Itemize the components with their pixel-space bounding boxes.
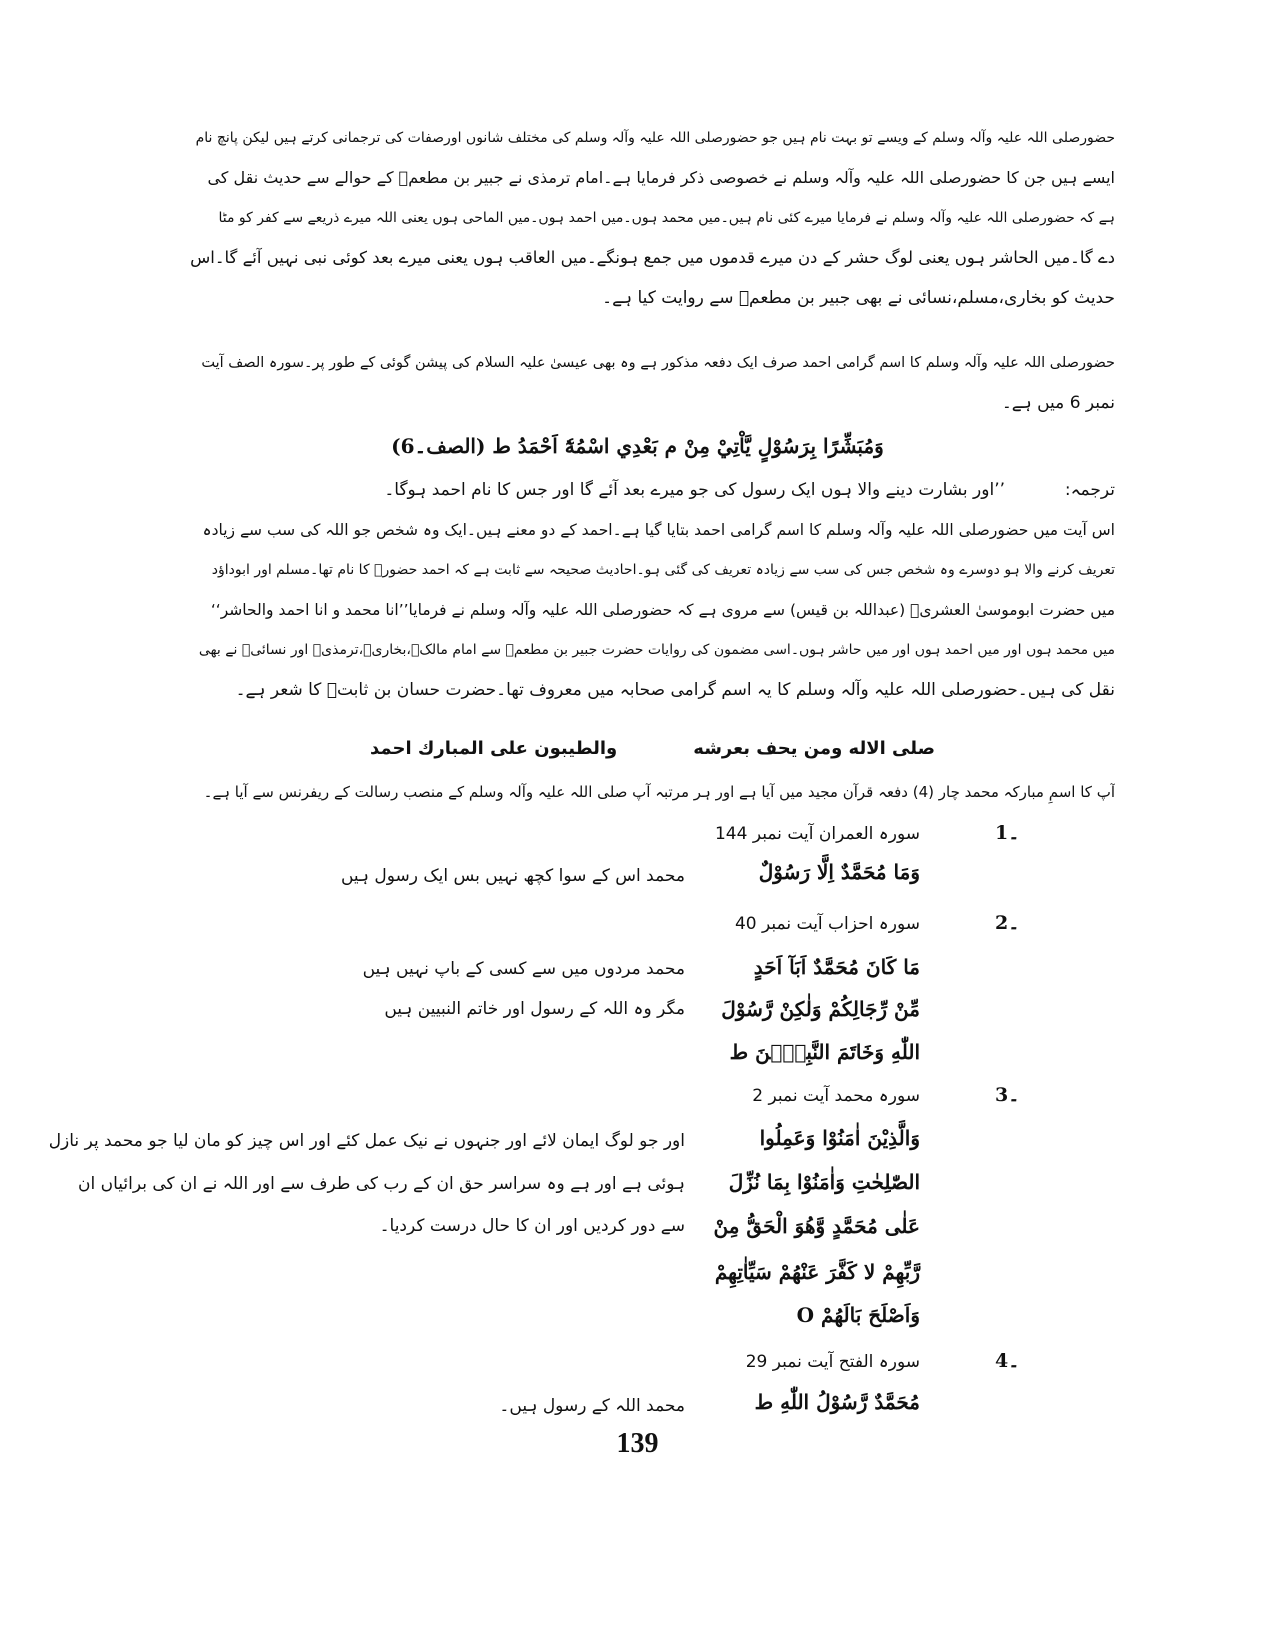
text-line: دے گا۔میں الحاشر ہوں یعنی لوگ حشر کے دن میرے قدموں میں جمع ہونگے۔میں العاقب ہوں یعنی میرے بعد کوئی نبی نہیں آئے گا۔اس <box>190 248 1115 267</box>
text-line: ایسے ہیں جن کا حضورصلی اللہ علیہ وآلہ وسلم نے خصوصی ذکر فرمایا ہے۔امام ترمذی نے جبیر بن مطعمؓ کے حوالے سے حدیث نقل کی <box>207 168 1115 187</box>
surah-reference: سورہ محمد آیت نمبر 2 <box>752 1086 920 1106</box>
paragraph-muhammad-four-times: آپ کا اسمِ مبارکہ محمد چار (4) دفعہ قرآن مجید میں آیا ہے اور ہر مرتبہ آپ صلی اللہ علیہ وآلہ وسلم کے منصب رسالت کے ریفرنس سے آیا ہے۔ <box>203 783 1115 801</box>
text-line: میں محمد ہوں اور میں احمد ہوں اور میں حاشر ہوں۔اسی مضمون کی روایات حضرت جبیر بن مطعمؓ سے امام مالکؒ،بخاریؒ،ترمذیؒ اور نسائیؒ نے بھی <box>198 642 1115 658</box>
translation-label: ترجمہ: <box>1064 480 1115 500</box>
verse-first-hemistich: صلی الاله ومن یحف بعرشه <box>693 738 935 759</box>
arabic-verse-line: مِّنْ رِّجَالِكُمْ وَلٰكِنْ رَّسُوْلَ <box>721 997 920 1021</box>
verse-meaning-line: محمد اللہ کے رسول ہیں۔ <box>499 1396 685 1416</box>
verse-meaning-line: محمد مردوں میں سے کسی کے باپ نہیں ہیں <box>362 959 685 979</box>
verse-meaning-line: محمد اس کے سوا کچھ نہیں بس ایک رسول ہیں <box>340 866 685 886</box>
surah-reference: سورہ العمران آیت نمبر 144 <box>714 824 920 844</box>
paragraph-ahmad-meaning <box>190 510 1115 710</box>
verse-meaning-line: اور جو لوگ ایمان لائے اور جنہوں نے نیک عمل کئے اور اس چیز کو مان لیا جو محمد پر نازل <box>48 1131 685 1151</box>
quran-ayah-saff: وَمُبَشِّرًا بِرَسُوْلٍ يَّاْتِيْ مِنْ م بَعْدِي اسْمُهٗٓ اَحْمَدُ ط (الصف۔6) <box>391 434 884 458</box>
surah-reference: سورہ احزاب آیت نمبر 40 <box>734 914 920 934</box>
arabic-verse-line: رَّبِّهِمْ لا كَفَّرَ عَنْهُمْ سَيِّاٰتِهِمْ <box>714 1260 920 1284</box>
item-number: 1۔ <box>995 822 1020 844</box>
text-line: تعریف کرنے والا ہو دوسرے وہ شخص جس کی سب سے زیادہ تعریف کی گئی ہو۔احادیث صحیحہ سے ثابت ہے کہ احمد حضورؐ کا نام تھا۔مسلم اور ابوداؤد <box>211 562 1115 578</box>
text-line: نقل کی ہیں۔حضورصلی اللہ علیہ وآلہ وسلم کا یہ اسم گرامی صحابہ میں معروف تھا۔حضرت حسان بن ثابتؓ کا شعر ہے۔ <box>235 680 1115 700</box>
translation-text: ’’اور بشارت دینے والا ہوں ایک رسول کی جو میرے بعد آئے گا اور جس کا نام احمد ہوگا۔ <box>384 480 1005 500</box>
item-number: 4۔ <box>995 1350 1020 1372</box>
paragraph-ahmad-once <box>190 343 1115 423</box>
item-number: 3۔ <box>995 1084 1020 1106</box>
arabic-verse-line: الصّٰلِحٰتِ وَاٰمَنُوْا بِمَا نُزِّلَ <box>728 1170 920 1194</box>
arabic-verse-line: عَلٰى مُحَمَّدٍ وَّهُوَ الْحَقُّ مِنْ <box>713 1214 920 1238</box>
text-line: میں حضرت ابوموسیٰ العشریؓ (عبداللہ بن قیس) سے مروی ہے کہ حضورصلی اللہ علیہ وآلہ وسلم نے فرمایا’’انا محمد و انا احمد والحاشر‘‘ <box>210 601 1115 619</box>
page-number: 139 <box>616 1428 659 1459</box>
text-line: حضورصلی اللہ علیہ وآلہ وسلم کا اسم گرامی احمد صرف ایک دفعہ مذکور ہے وہ بھی عیسیٰ علیہ السلام کی پیشن گوئی کے طور پر۔سورہ الصف آیت <box>201 355 1115 371</box>
item-number: 2۔ <box>995 912 1020 934</box>
text-line: حضورصلی اللہ علیہ وآلہ وسلم کے ویسے تو بہت نام ہیں جو حضورصلی اللہ علیہ وآلہ وسلم کی مختلف شانوں اورصفات کی ترجمانی کرتے ہیں لیکن پانچ نام <box>195 130 1115 146</box>
arabic-verse-line: وَالَّذِيْنَ اٰمَنُوْا وَعَمِلُوا <box>759 1126 920 1150</box>
arabic-verse-line: مُحَمَّدٌ رَّسُوْلُ اللّٰهِ ط <box>754 1390 920 1414</box>
text-line: نمبر 6 میں ہے۔ <box>1001 393 1115 413</box>
verse-meaning-line: ہوئی ہے اور ہے وہ سراسر حق ان کے رب کی طرف سے اور اللہ نے ان کی برائیاں ان <box>78 1174 685 1194</box>
text-line: حدیث کو بخاری،مسلم،نسائی نے بھی جبیر بن مطعمؓ سے روایت کیا ہے۔ <box>602 288 1115 308</box>
arabic-verse-line: وَاَصْلَحَ بَالَهُمْ O <box>796 1303 920 1327</box>
arabic-verse-line: مَا كَانَ مُحَمَّدٌ اَبَآ اَحَدٍ <box>753 955 920 979</box>
verse-second-hemistich: والطیبون علی المبارك احمد <box>370 738 618 759</box>
arabic-verse-line: وَمَا مُحَمَّدٌ اِلَّا رَسُوْلٌ <box>758 860 920 884</box>
text-line: اس آیت میں حضورصلی اللہ علیہ وآلہ وسلم کا اسم گرامی احمد بتایا گیا ہے۔احمد کے دو معنے ہیں۔ایک وہ شخص جو اللہ کی سب سے زیادہ <box>202 521 1115 539</box>
verse-meaning-line: مگر وہ اللہ کے رسول اور خاتم النبیین ہیں <box>384 999 685 1019</box>
text-line: ہے کہ حضورصلی اللہ علیہ وآلہ وسلم نے فرمایا میرے کئی نام ہیں۔میں محمد ہوں۔میں احمد ہوں۔میں الماحی ہوں یعنی اللہ میرے ذریعے سے کفر کو مٹا <box>218 210 1115 226</box>
paragraph-names <box>190 118 1115 318</box>
arabic-verse-line: اللّٰهِ وَخَاتَمَ النَّبِيّٖنَ ط <box>729 1040 920 1064</box>
surah-reference: سورہ الفتح آیت نمبر 29 <box>745 1352 920 1372</box>
verse-meaning-line: سے دور کردیں اور ان کا حال درست کردیا۔ <box>379 1216 685 1236</box>
